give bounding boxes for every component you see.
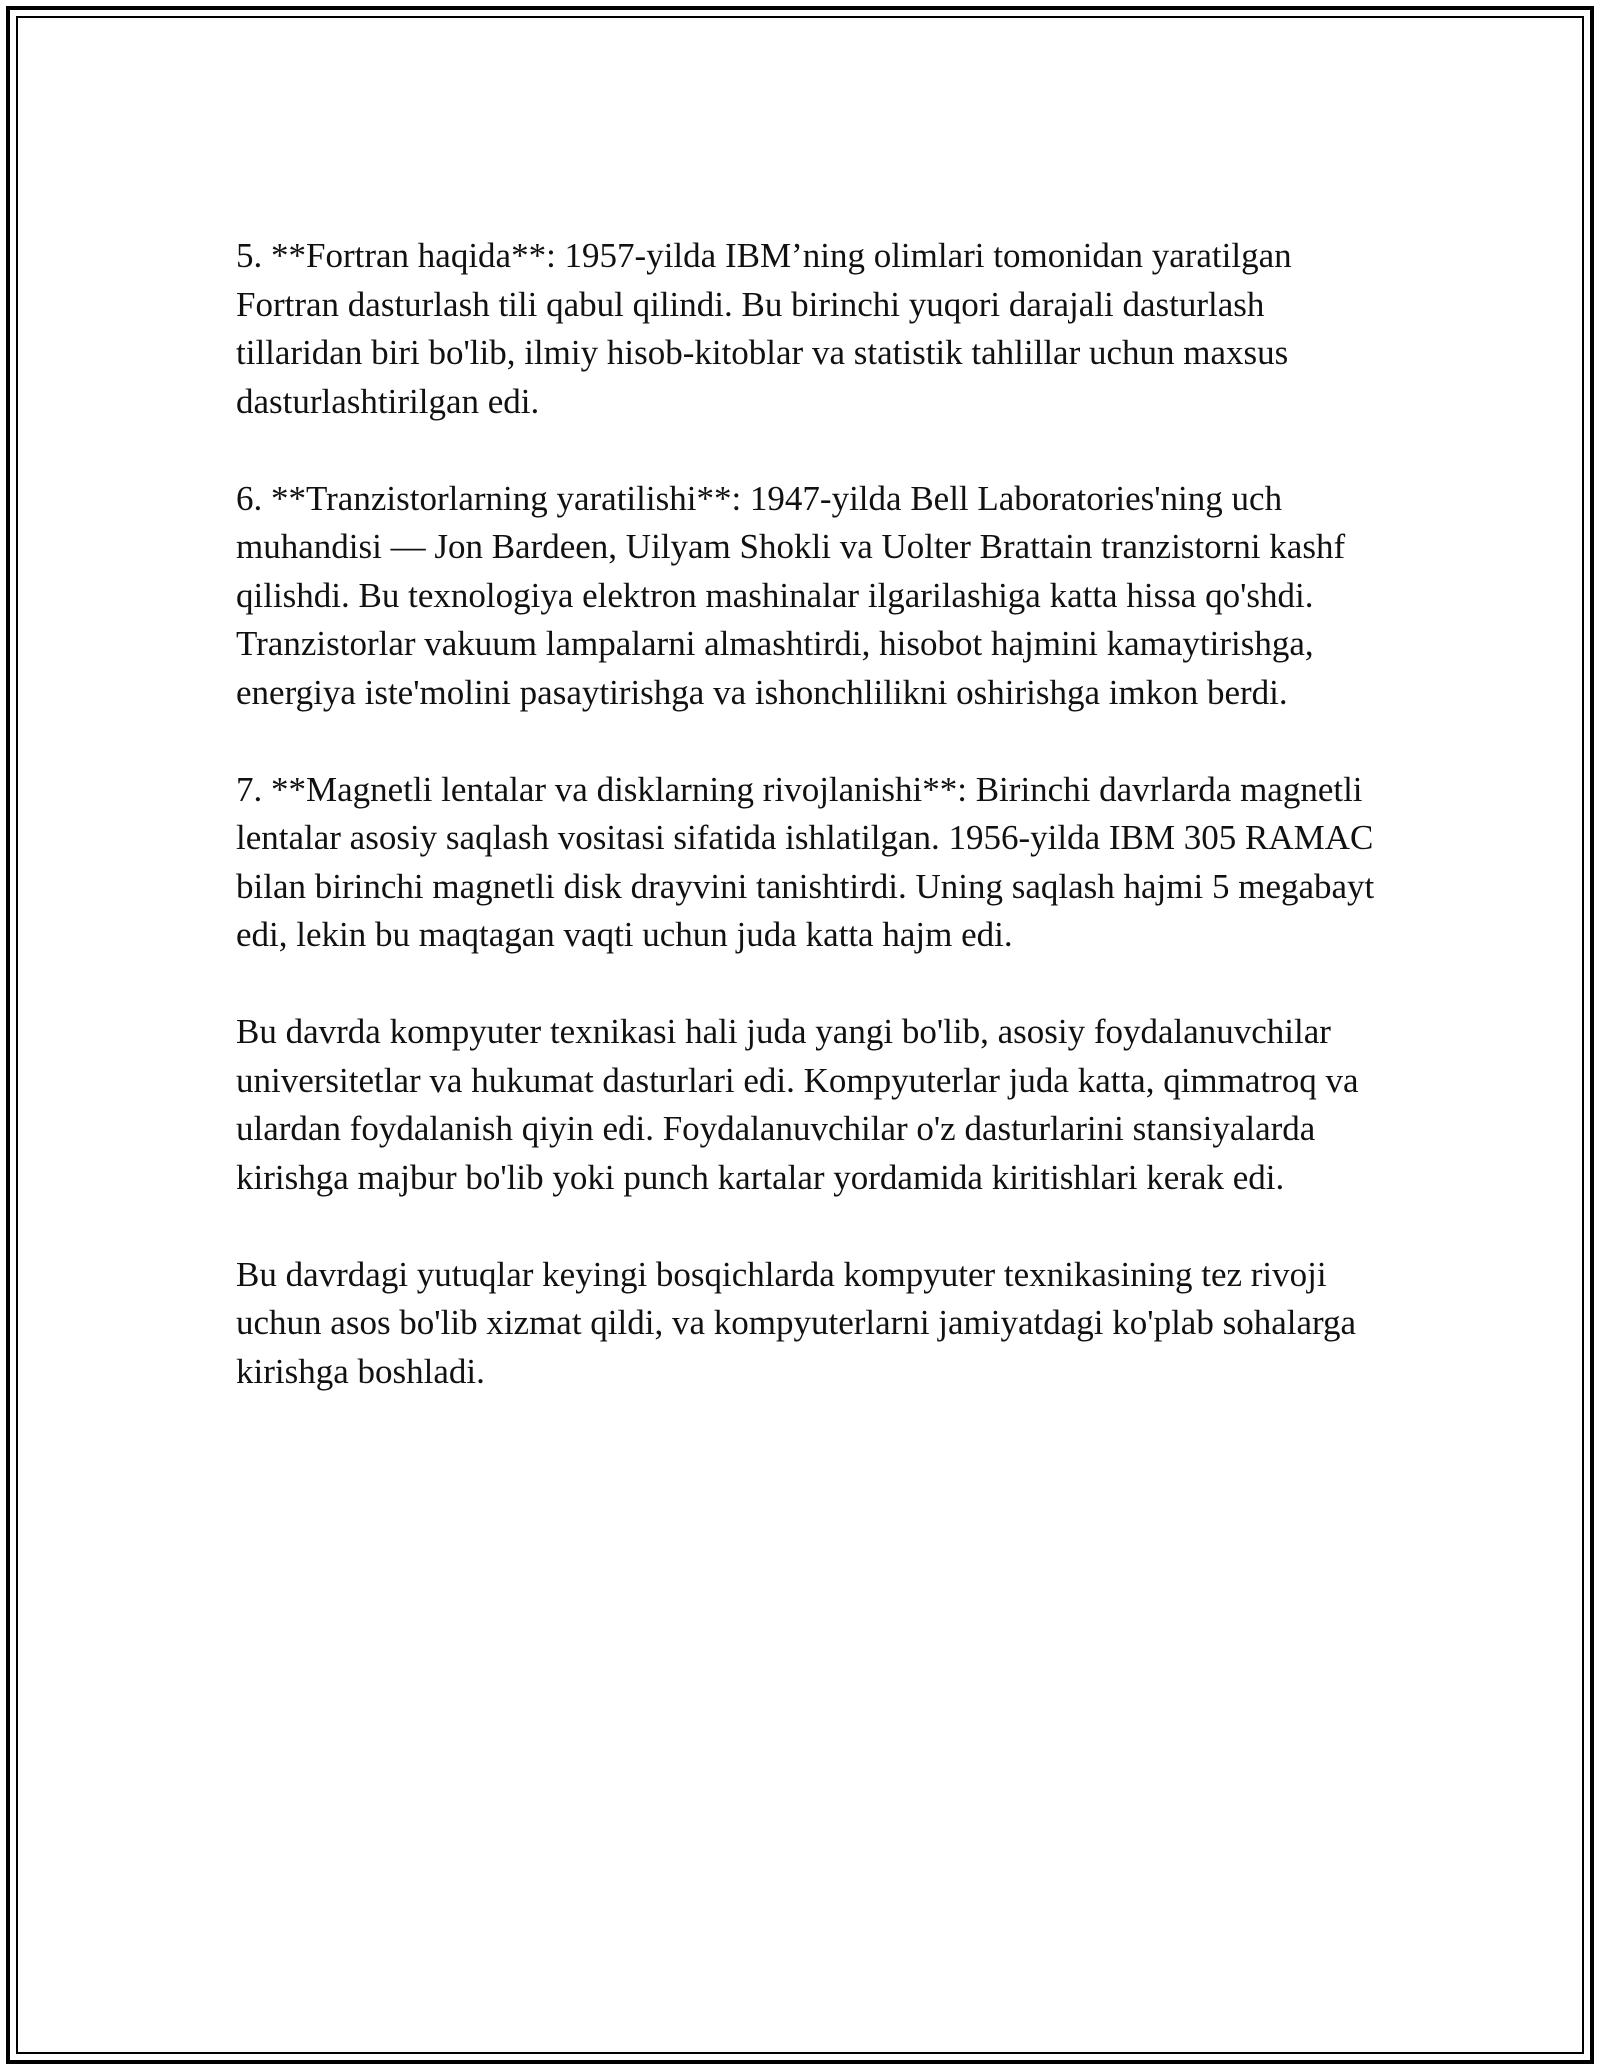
paragraph-conclusion: Bu davrdagi yutuqlar keyingi bosqichlarda kompyuter texnikasining tez rivoji uchun asos bo'lib xizmat qildi, va kompyuterlarni jamiyatdagi ko'plab sohalarga kirishga boshladi.: [236, 1254, 1357, 1391]
paragraph-era-users: Bu davrda kompyuter texnikasi hali juda yangi bo'lib, asosiy foydalanuvchilar universitetlar va hukumat dasturlari edi. Kompyuterlar juda katta, qimmatroq va ulardan foydalanish qiyin edi. Foydalanuvchilar o'z dasturlarini stansiyalarda kirishga majbur bo'lib yoki punch kartalar yordamida kiritishlari kerak edi.: [236, 1012, 1359, 1197]
paragraph-magnetic-storage: 7. **Magnetli lentalar va disklarning rivojlanishi**: Birinchi davrlarda magnetli lentalar asosiy saqlash vositasi sifatida ishlatilgan. 1956-yilda IBM 305 RAMAC bilan birinchi magnetli disk drayvini tanishtirdi. Uning saqlash hajmi 5 megabayt edi, lekin bu maqtagan vaqti uchun juda katta hajm edi.: [236, 769, 1375, 954]
paragraph-fortran: 5. **Fortran haqida**: 1957-yilda IBM’ning olimlari tomonidan yaratilgan Fortran dasturlash tili qabul qilindi. Bu birinchi yuqori darajali dasturlash tillaridan biri bo'lib, ilmiy hisob-kitoblar va statistik tahlillar uchun maxsus dasturlashtirilgan edi.: [236, 236, 1292, 421]
document-body: [236, 232, 1396, 1445]
paragraph-transistors: 6. **Tranzistorlarning yaratilishi**: 1947-yilda Bell Laboratories'ning uch muhandisi — Jon Bardeen, Uilyam Shokli va Uolter Brattain tranzistorni kashf qilishdi. Bu texnologiya elektron mashinalar ilgarilashiga katta hissa qo'shdi. Tranzistorlar vakuum lampalarni almashtirdi, hisobot hajmini kamaytirishga, energiya iste'molini pasaytirishga va ishonchlilikni oshirishga imkon berdi.: [236, 478, 1346, 712]
